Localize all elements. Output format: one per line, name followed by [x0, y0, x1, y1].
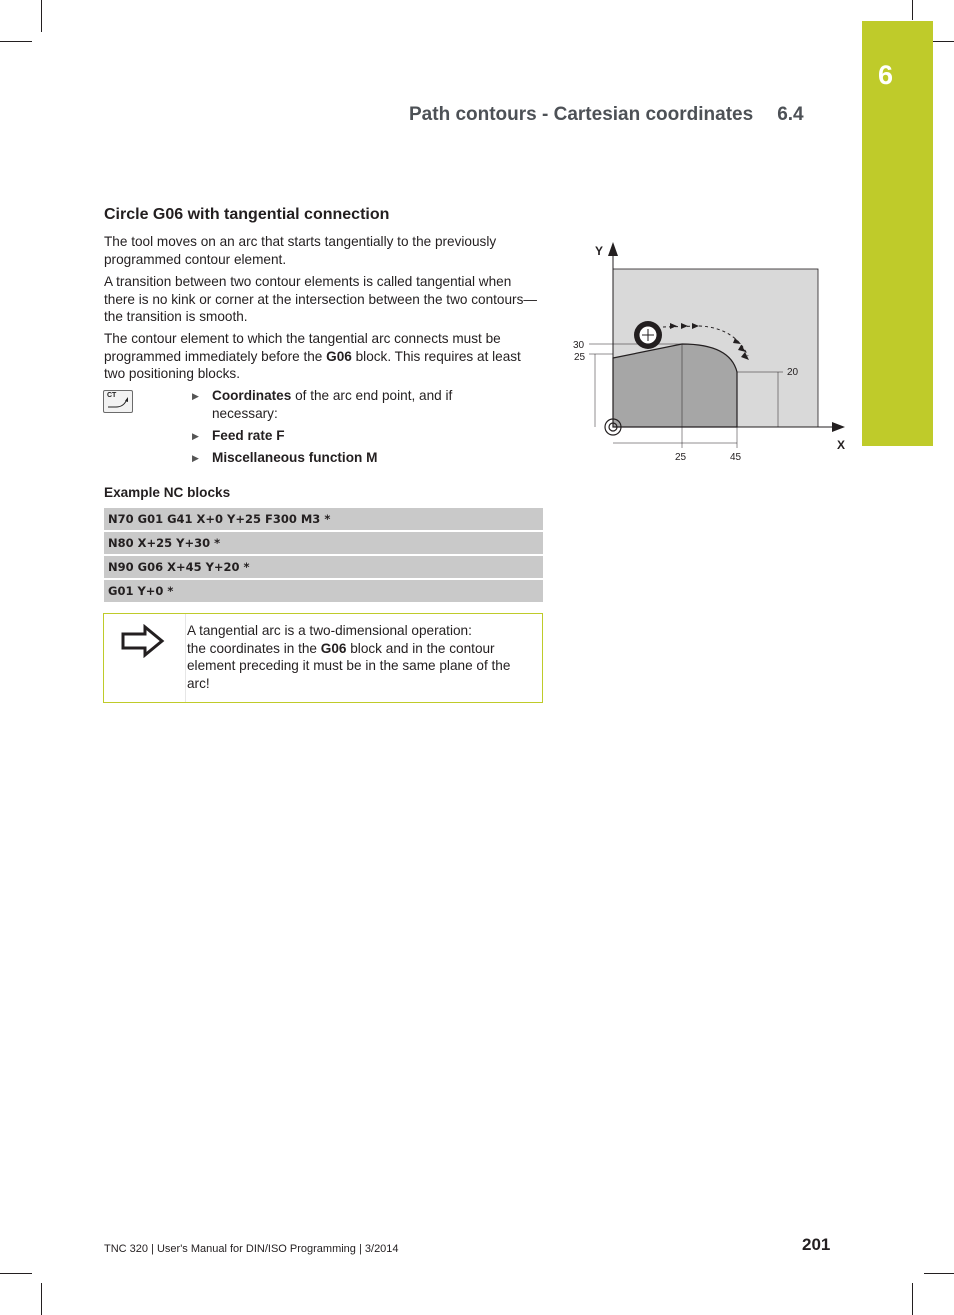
- bullet-bold: Feed rate F: [212, 428, 285, 443]
- nc-block-text: G01 Y+0 *: [108, 584, 174, 598]
- crop-mark: [0, 41, 32, 42]
- note-divider: [185, 614, 186, 702]
- bullet-triangle-icon: ▶: [192, 453, 199, 463]
- bullet-triangle-icon: ▶: [192, 391, 199, 401]
- crop-mark: [41, 0, 42, 32]
- footer-text: TNC 320 | User's Manual for DIN/ISO Programming | 3/2014: [104, 1243, 399, 1255]
- tangential-arc-diagram: [570, 230, 860, 470]
- section-number: 6.4: [777, 104, 804, 125]
- dimension-label-x45: 45: [730, 452, 742, 463]
- dimension-label-25: 25: [574, 352, 586, 363]
- note-line-2-end: block and in the contour element preceding it must be in the same plane of the arc!: [187, 640, 511, 691]
- nc-block-text: N90 G06 X+45 Y+20 *: [108, 560, 250, 574]
- crop-mark: [912, 0, 913, 20]
- softkey-label: CT: [107, 392, 117, 399]
- note-line-1: A tangential arc is a two-dimensional operation:: [187, 623, 472, 638]
- tangential-arc-icon: [104, 391, 132, 412]
- x-axis-arrow-icon: [832, 422, 845, 432]
- nc-block-text: N80 X+25 Y+30 *: [108, 536, 221, 550]
- crop-mark: [41, 1283, 42, 1315]
- page-number: 201: [802, 1235, 831, 1254]
- nc-block-row: [104, 556, 543, 578]
- nc-block-text: N70 G01 G41 X+0 Y+25 F300 M3 *: [108, 512, 331, 526]
- x-axis-label: X: [837, 438, 846, 452]
- paragraph-3-text: The contour element to which the tangential arc connects must be programmed immediately before the: [104, 331, 501, 364]
- arrow-right-icon: [120, 624, 166, 658]
- nc-block-row: [104, 532, 543, 554]
- paragraph-3: [104, 330, 544, 383]
- paragraph-2: A transition between two contour elements is called tangential when there is no kink or corner at the intersection between the two contours—the transition is smooth.: [104, 274, 537, 324]
- ct-softkey[interactable]: [103, 390, 133, 413]
- running-header: [409, 104, 804, 126]
- dimension-label-20: 20: [787, 367, 799, 378]
- crop-mark: [912, 1283, 913, 1315]
- paragraph-1: The tool moves on an arc that starts tangentially to the previously programmed contour element.: [104, 234, 497, 267]
- chapter-tab: [862, 21, 933, 446]
- bullet-triangle-icon: ▶: [192, 431, 199, 441]
- chapter-number: 6: [878, 60, 894, 90]
- note-bold: G06: [320, 640, 347, 656]
- paragraph-3-text-end: block. This requires at least two positioning blocks.: [104, 348, 521, 381]
- example-title: Example NC blocks: [104, 485, 231, 500]
- nc-block-row: [104, 580, 543, 602]
- bullet-bold: Coordinates: [212, 388, 292, 403]
- y-axis-arrow-icon: [608, 242, 618, 256]
- bullet-coordinates: [192, 387, 453, 421]
- note-text: [187, 622, 532, 692]
- crop-mark: [924, 1273, 954, 1274]
- paragraph-3-bold: G06: [326, 348, 352, 364]
- y-axis-label: Y: [595, 244, 604, 258]
- dimension-label-x25: 25: [675, 452, 687, 463]
- note-line-2: the coordinates in the: [187, 640, 321, 656]
- bullet-misc-function: [192, 449, 378, 468]
- running-title: Path contours - Cartesian coordinates: [409, 104, 754, 125]
- section-title: Circle G06 with tangential connection: [104, 206, 390, 223]
- dimension-label-30: 30: [573, 340, 585, 351]
- nc-block-row: [104, 508, 543, 530]
- workpiece-contour: [613, 344, 737, 427]
- bullet-bold: Miscellaneous function M: [212, 450, 378, 465]
- bullet-text: of the arc end point, and if necessary:: [212, 388, 453, 421]
- bullet-feed-rate: [192, 427, 285, 446]
- note-box: [103, 613, 543, 703]
- crop-mark: [0, 1273, 32, 1274]
